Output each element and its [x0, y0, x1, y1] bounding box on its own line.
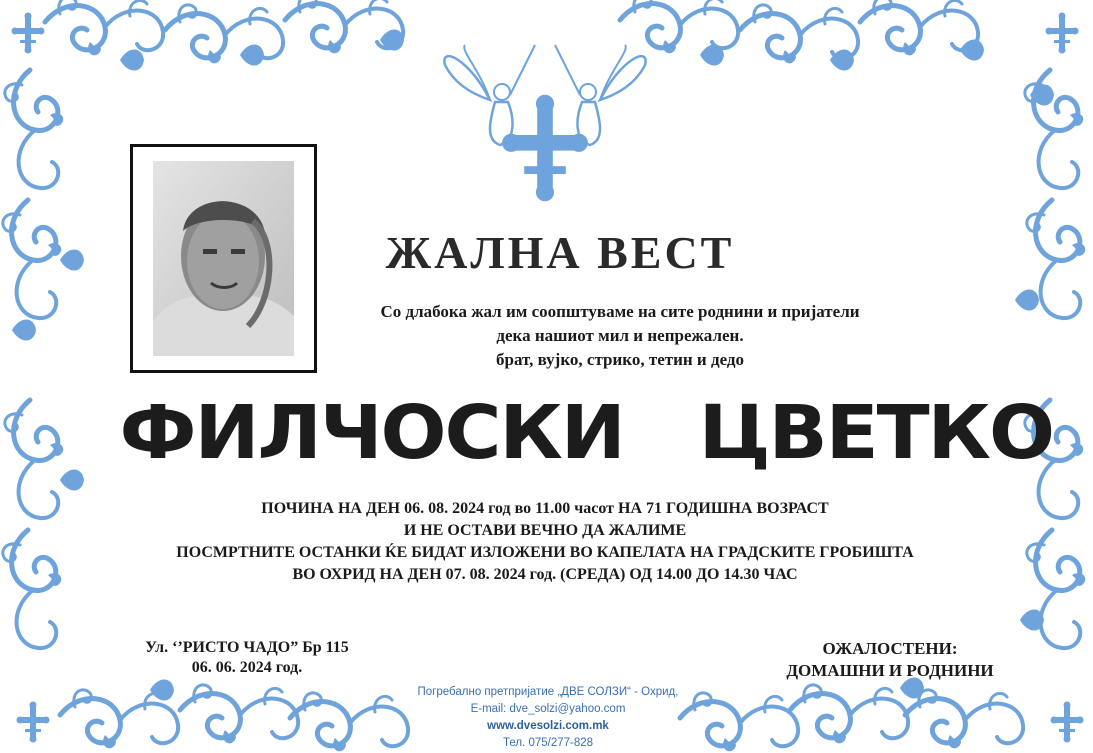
address-line: Ул. ‘’РИСТО ЧАДО” Бр 115	[145, 639, 349, 656]
mourners-block	[760, 638, 1020, 682]
funeral-details	[130, 498, 960, 586]
orthodox-cross-icon	[12, 13, 45, 54]
orthodox-cross-icon	[502, 95, 588, 202]
orthodox-cross-icon	[1046, 13, 1079, 54]
portrait-frame	[130, 144, 317, 373]
angel-icon	[444, 45, 535, 145]
funeral-home-website: www.dvesolzi.com.mk	[487, 720, 609, 732]
left-border-ornament	[3, 70, 84, 648]
funeral-home-email: E-mail: dve_solzi@yahoo.com	[470, 703, 626, 715]
deceased-name: ФИЛЧОСКИ ЦВЕТКО	[119, 390, 1053, 476]
orthodox-cross-icon	[17, 702, 50, 743]
funeral-home-phone: Тел. 075/277-828	[502, 737, 594, 749]
detail-line: И НЕ ОСТАВИ ВЕЧНО ДА ЖАЛИМЕ	[403, 522, 687, 539]
intro-line: брат, вујко, стрико, тетин и дедо	[496, 350, 744, 369]
date-line: 06. 06. 2024 год.	[191, 659, 303, 676]
intro-text	[300, 300, 940, 372]
portrait-photo	[153, 161, 294, 356]
detail-line: ПОЧИНА НА ДЕН 06. 08. 2024 год во 11.00 часот НА 71 ГОДИШНА ВОЗРАСТ	[261, 500, 829, 517]
mourners-names: ДОМАШНИ И РОДНИНИ	[786, 661, 994, 680]
right-border-ornament	[1015, 70, 1085, 648]
angel-icon	[555, 45, 646, 145]
detail-line: ВО ОХРИД НА ДЕН 07. 08. 2024 год. (СРЕДА) ОД 14.00 ДО 14.30 ЧАС	[292, 566, 798, 583]
mourners-label: ОЖАЛОСТЕНИ:	[822, 639, 958, 658]
funeral-home-info	[360, 684, 736, 752]
orthodox-cross-icon	[1051, 702, 1084, 743]
intro-line: Со длабока жал им соопштуваме на сите роднини и пријатели	[380, 302, 860, 321]
funeral-home-name: Погребално претпријатие „ДВЕ СОЛЗИ“ - Охрид,	[417, 686, 679, 698]
top-left-ornament	[45, 0, 404, 71]
top-right-ornament	[620, 0, 984, 71]
notice-title: ЖАЛНА ВЕСТ	[385, 227, 735, 278]
detail-line: ПОСМРТНИТЕ ОСТАНКИ ЌЕ БИДАТ ИЗЛОЖЕНИ ВО КАПЕЛАТА НА ГРАДСКИТЕ ГРОБИШТА	[176, 544, 914, 561]
address-block	[122, 638, 372, 678]
intro-line: дека нашиот мил и непрежален.	[496, 326, 744, 345]
